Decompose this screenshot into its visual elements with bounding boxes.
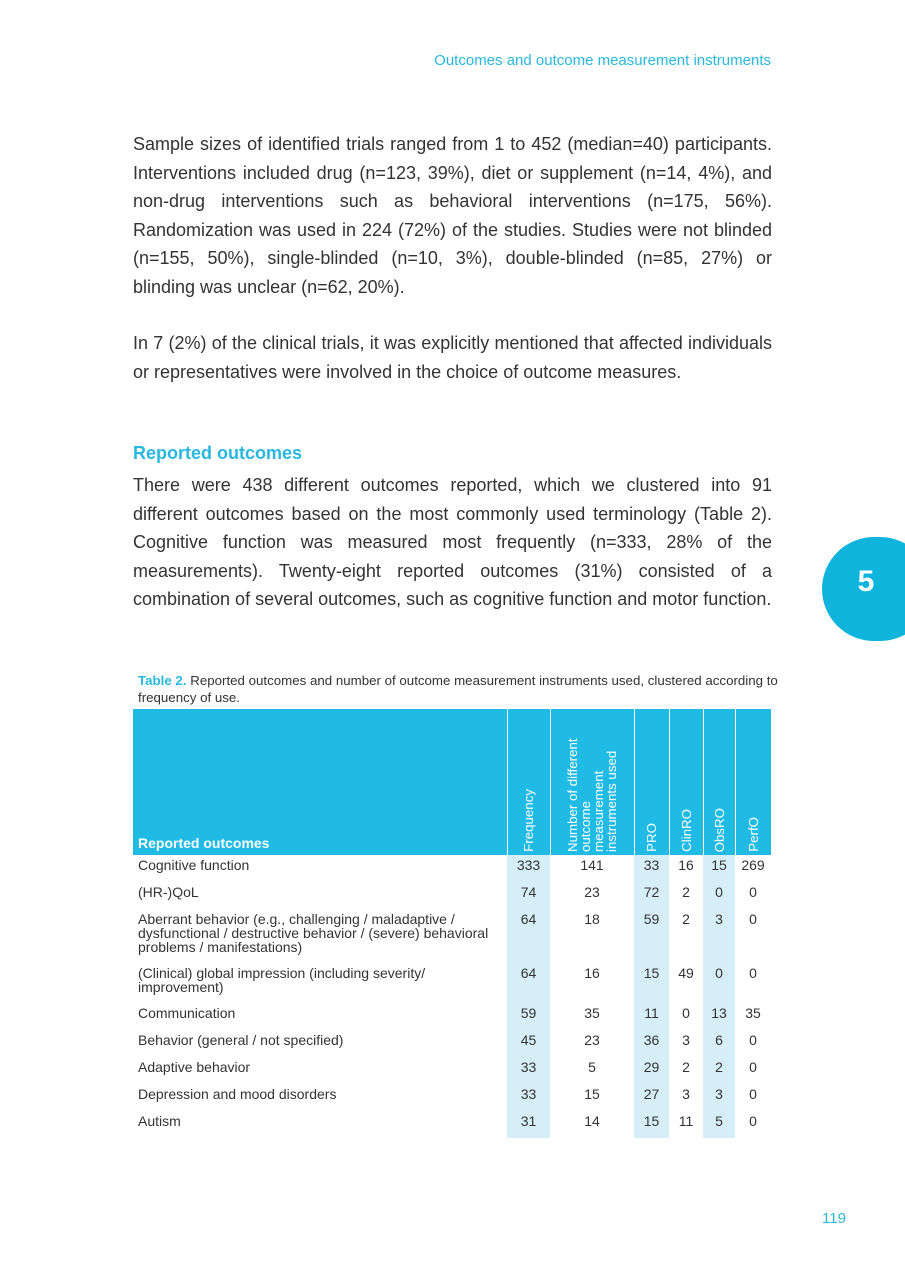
table-row	[133, 909, 771, 963]
cell-obsro: 3	[703, 909, 735, 963]
cell-obsro: 5	[703, 1111, 735, 1138]
cell-pro: 36	[634, 1030, 669, 1057]
cell-perfo: 0	[749, 965, 757, 981]
cell-instruments: 15	[584, 1086, 600, 1102]
cell-clinro: 2	[682, 1059, 690, 1075]
cell-frequency: 64	[507, 963, 550, 1003]
cell-instruments: 35	[584, 1005, 600, 1021]
header-pro: PRO	[634, 709, 669, 855]
cell-instruments: 141	[580, 857, 604, 873]
cell-frequency: 59	[507, 1003, 550, 1030]
cell-perfo: 269	[741, 857, 765, 873]
table-caption-label: Table 2.	[138, 673, 187, 688]
cell-outcome: Communication	[138, 1005, 236, 1021]
cell-instruments: 5	[588, 1059, 596, 1075]
section-heading-reported-outcomes: Reported outcomes	[133, 443, 303, 463]
cell-perfo: 0	[749, 911, 757, 927]
cell-pro: 15	[634, 1111, 669, 1138]
cell-perfo: 0	[749, 884, 757, 900]
header-obsro: ObsRO	[703, 709, 735, 855]
cell-clinro: 2	[682, 884, 690, 900]
cell-outcome: Depression and mood disorders	[138, 1086, 337, 1102]
cell-outcome: Aberrant behavior (e.g., challenging / maladaptive / dysfunctional / destructive behavior / (severe) behavioral problems / manifestations)	[138, 911, 489, 955]
header-clinro: ClinRO	[669, 709, 703, 855]
cell-pro: 27	[634, 1084, 669, 1111]
outcomes-table	[133, 709, 771, 1138]
cell-outcome: (HR-)QoL	[138, 884, 199, 900]
table-row	[133, 1084, 771, 1111]
table-row	[133, 882, 771, 909]
table-row	[133, 1057, 771, 1084]
cell-frequency: 45	[507, 1030, 550, 1057]
cell-frequency: 33	[507, 1084, 550, 1111]
cell-instruments: 14	[584, 1113, 600, 1129]
cell-perfo: 0	[749, 1113, 757, 1129]
cell-pro: 59	[634, 909, 669, 963]
cell-obsro: 2	[703, 1057, 735, 1084]
cell-instruments: 18	[584, 911, 600, 927]
cell-obsro: 6	[703, 1030, 735, 1057]
header-num-instruments: Number of different outcome measurement instruments used	[550, 709, 634, 855]
cell-frequency: 74	[507, 882, 550, 909]
cell-obsro: 15	[703, 855, 735, 882]
cell-frequency: 64	[507, 909, 550, 963]
cell-frequency: 33	[507, 1057, 550, 1084]
table-header-row	[133, 709, 771, 855]
cell-obsro: 0	[703, 882, 735, 909]
header-frequency: Frequency	[507, 709, 550, 855]
cell-instruments: 23	[584, 884, 600, 900]
cell-clinro: 0	[682, 1005, 690, 1021]
cell-pro: 72	[634, 882, 669, 909]
table-row	[133, 1003, 771, 1030]
cell-outcome: (Clinical) global impression (including severity/ improvement)	[138, 965, 426, 995]
cell-frequency: 31	[507, 1111, 550, 1138]
cell-clinro: 11	[678, 1113, 694, 1129]
table-caption-text: Reported outcomes and number of outcome measurement instruments used, clustered according to frequency of use.	[138, 673, 778, 705]
cell-pro: 33	[634, 855, 669, 882]
header-reported-outcomes: Reported outcomes	[133, 709, 507, 855]
cell-clinro: 3	[682, 1086, 690, 1102]
cell-perfo: 0	[749, 1086, 757, 1102]
chapter-number: 5	[857, 565, 875, 598]
cell-outcome: Autism	[138, 1113, 181, 1129]
cell-pro: 15	[634, 963, 669, 1003]
cell-obsro: 3	[703, 1084, 735, 1111]
header-perfo: PerfO	[735, 709, 771, 855]
cell-instruments: 16	[584, 965, 600, 981]
cell-perfo: 0	[749, 1032, 757, 1048]
cell-perfo: 0	[749, 1059, 757, 1075]
cell-obsro: 13	[703, 1003, 735, 1030]
table-row	[133, 1111, 771, 1138]
cell-clinro: 49	[678, 965, 694, 981]
table-row	[133, 963, 771, 1003]
cell-obsro: 0	[703, 963, 735, 1003]
cell-outcome: Behavior (general / not specified)	[138, 1032, 344, 1048]
cell-pro: 29	[634, 1057, 669, 1084]
cell-clinro: 2	[682, 911, 690, 927]
cell-perfo: 35	[745, 1005, 761, 1021]
paragraph-sample-sizes: Sample sizes of identified trials ranged from 1 to 452 (median=40) participants. Interventions included drug (n=123, 39%), diet or supplement (n=14, 4%), and non-drug interventions such as behavioral interventions (n=175, 56%). Randomization was used in 224 (72%) of the studies. Studies were not blinded (n=155, 50%), single-blinded (n=10, 3%), double-blinded (n=85, 27%) or blinding was unclear (n=62, 20%).	[133, 134, 772, 297]
page-number: 119	[822, 1210, 846, 1227]
table-caption	[138, 672, 778, 706]
cell-clinro: 16	[678, 857, 694, 873]
chapter-tab	[822, 537, 905, 641]
cell-clinro: 3	[682, 1032, 690, 1048]
cell-outcome: Cognitive function	[138, 857, 250, 873]
cell-frequency: 333	[507, 855, 550, 882]
cell-pro: 11	[634, 1003, 669, 1030]
cell-instruments: 23	[584, 1032, 600, 1048]
paragraph-reported-outcomes: There were 438 different outcomes reported, which we clustered into 91 different outcomes based on the most commonly used terminology (Table 2). Cognitive function was measured most frequently (n=333, 28% of the measurements). Twenty-eight reported outcomes (31%) consisted of a combination of several outcomes, such as cognitive function and motor function.	[133, 475, 772, 609]
table-row	[133, 1030, 771, 1057]
running-header: Outcomes and outcome measurement instruments	[434, 52, 771, 69]
cell-outcome: Adaptive behavior	[138, 1059, 251, 1075]
paragraph-involvement: In 7 (2%) of the clinical trials, it was explicitly mentioned that affected individuals or representatives were involved in the choice of outcome measures.	[133, 333, 772, 382]
table-row	[133, 855, 771, 882]
